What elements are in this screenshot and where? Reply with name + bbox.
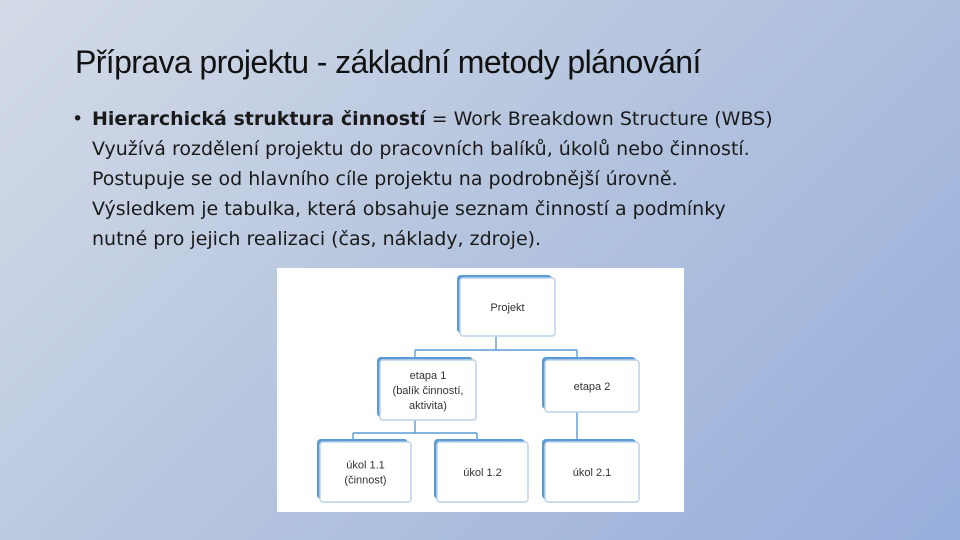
bullet-line-4: Výsledkem je tabulka, která obsahuje seznam činností a podmínky [92,198,726,220]
bullet-first-line [92,104,773,134]
node-root [457,275,555,336]
node-label: (činnost) [344,474,387,487]
bullet-list [72,104,932,254]
node-label: Projekt [490,302,525,314]
bullet-line1-rest: = Work Breakdown Structure (WBS) [425,108,773,130]
connector-etapa1-ukoly [353,420,477,442]
bullet-line-3: Postupuje se od hlavního cíle projektu na podrobnější úrovně. [92,168,678,190]
node-box [320,442,411,502]
node-label: etapa 2 [573,381,611,393]
node-label: úkol 1.1 [346,459,385,472]
node-etapa-2 [542,357,639,412]
bullet-dot: • [72,108,84,130]
node-label: aktivita) [409,400,447,412]
slide-title: Příprava projektu - základní metody plánování [75,44,701,80]
node-label: etapa 1 [409,370,447,382]
wbs-diagram-svg [277,268,684,512]
node-label: (balík činností, [392,385,464,397]
bullet-item [72,104,932,134]
wbs-diagram [277,268,684,512]
bullet-line-5: nutné pro jejich realizaci (čas, náklady, zdroje). [92,228,542,250]
bullet-bold-term: Hierarchická struktura činností [92,108,426,130]
node-ukol-1-2 [434,439,528,502]
node-ukol-2-1 [542,439,639,502]
node-label: úkol 1.2 [463,467,502,479]
node-label: úkol 2.1 [572,467,612,479]
bullet-line-2: Využívá rozdělení projektu do pracovních balíků, úkolů nebo činností. [92,138,750,160]
node-ukol-1-1 [317,439,411,502]
connector-root-etapa [415,336,577,360]
node-etapa-1 [377,357,476,420]
